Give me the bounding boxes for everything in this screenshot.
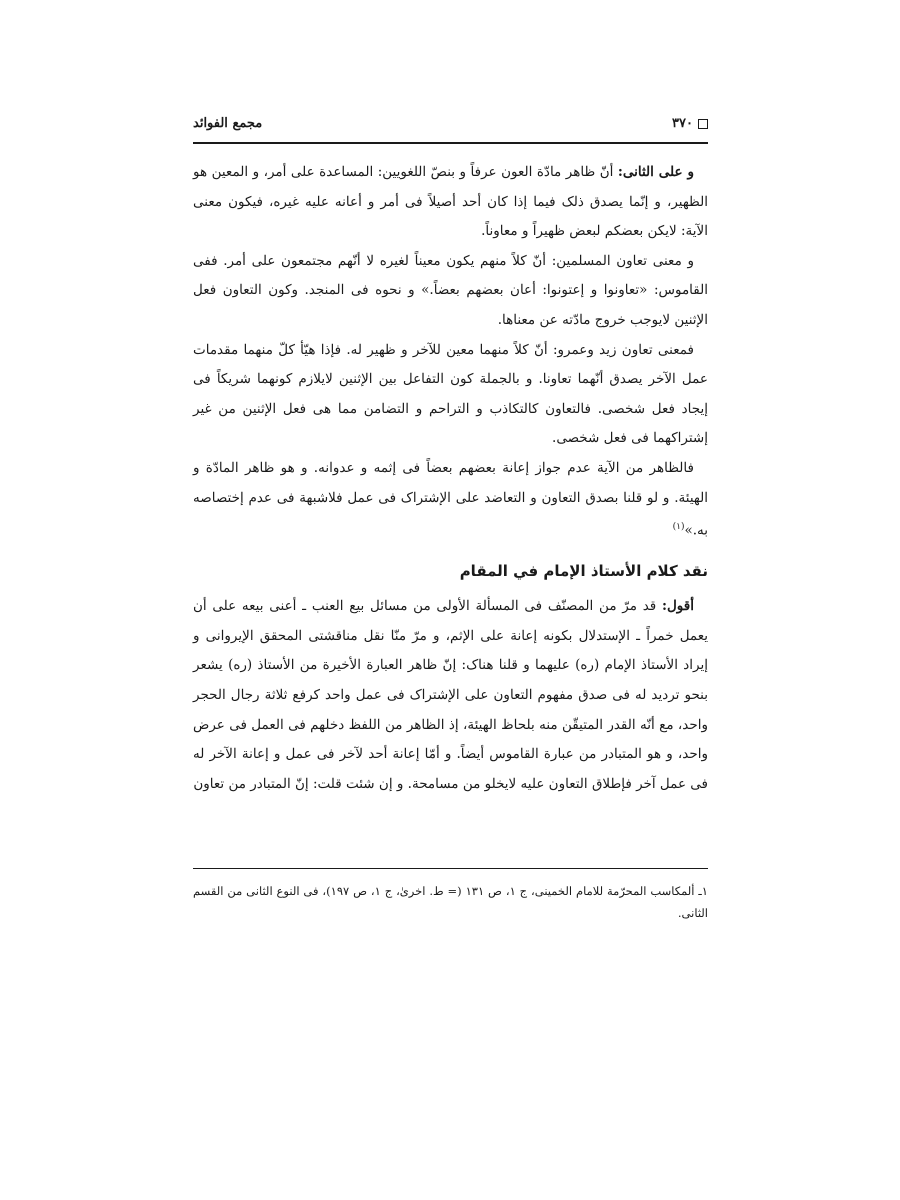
paragraph-text: فالظاهر من الآیة عدم جواز إعانة بعضهم بعضاً فی إثمه و عدوانه. و هو ظاهر المادّة و الهیئة. و لو قلنا بصدق التعاون و التعاضد علی الإشتراک فی عمل فلاشبهة فی عدم إختصاصه به.» [193, 459, 708, 539]
paragraph-text: أنّ ظاهر مادّة العون عرفاً و بنصّ اللغویین: المساعدة علی أمر، و المعین هو الظهیر، و إنّما یصدق ذلک فیما إذا کان أحد أصیلاً فی أمر و أعانه علیه غیره، فیکون معنی الآیة: لایکن بعضکم لبعض ظهیراً و معاوناً. [193, 164, 708, 240]
paragraph [193, 158, 708, 247]
section-heading: نقد كلام الأستاذ الإمام في المقام [459, 562, 708, 581]
page-header [193, 116, 708, 140]
book-title: مجمع الفوائد [193, 116, 263, 131]
paragraph-lead: و علی الثانی: [617, 164, 694, 180]
paragraph-lead: أقول: [662, 598, 694, 615]
footnote: ۱ـ ألمکاسب المحرّمة للامام الخمینی، ج ۱، ص ۱۳۱ (= ط. اخریٰ، ج ۱، ص ۱۹۷)، فی النوع الثانی من القسم الثانی. [193, 884, 708, 920]
square-icon [698, 119, 708, 129]
paragraph-text: و معنی تعاون المسلمین: أنّ کلاً منهم یکون معیناً لغیره لا أنّهم مجتمعون علی أمر. ففی القاموس: «تعاونوا و إعتونوا: أعان بعضهم بعضاً.» و نحوه فی المنجد. وکون التعاون فعل الإثنین لایوجب خروج مادّته عن معناها. [193, 252, 708, 328]
paragraph [193, 454, 708, 546]
paragraph-text: فمعنی تعاون زید وعمرو: أنّ کلاً منهما معین للآخر و ظهیر له. فإذا هیّأ کلّ منهما مقدمات عمل الآخر یصدق أنّهما تعاونا. و بالجملة کون التفاعل بین الإثنین لایلازم کونهما شریکاً فی إیجاد فعل شخصی. فالتعاون کالتکاذب و التراحم و التضامن مما هی فعل الإثنین من غیر إشتراکهما فی فعل شخصی. [193, 341, 708, 447]
page-number [672, 116, 708, 131]
footnote-marker[interactable]: (۱) [672, 522, 685, 533]
document-page [193, 108, 708, 1108]
page-number-text: ۳۷۰ [672, 116, 693, 131]
paragraph [193, 592, 708, 799]
paragraph [193, 247, 708, 336]
paragraph [193, 336, 708, 454]
footnote-rule [193, 868, 708, 869]
paragraph-text: قد مرّ من المصنّف فی المسألة الأولی من مسائل بیع العنب ـ أعنی بیعه علی أن یعمل خمراً ـ الإستدلال بکونه إعانة علی الإثم، و مرّ منّا نقل مناقشتی المحقق الإیروانی و إیراد الأستاذ الإمام (ره) علیهما و قلنا هناک: إنّ ظاهر العبارة الأخیرة من الأستاذ (ره) یشعر بنحو تردید له فی صدق مفهوم التعاون علی الإشتراک فی عمل واحد کرفع ثلاثة رجال الحجر واحد، مع أنّه القدر المتیقّن منه بلحاظ الهیئة، إذ الظاهر من اللفظ دخلهم فی العمل فی عرض واحد، و هو المتبادر من عبارة القاموس أیضاً. و أمّا إعانة أحد لآخر فی عمل و إعانة الآخر له فی عمل آخر فإطلاق التعاون علیه لایخلو من مسامحة. و إن شئت قلت: إنّ المتبادر من تعاون [193, 598, 708, 792]
body-text [193, 158, 708, 799]
header-rule [193, 142, 708, 144]
